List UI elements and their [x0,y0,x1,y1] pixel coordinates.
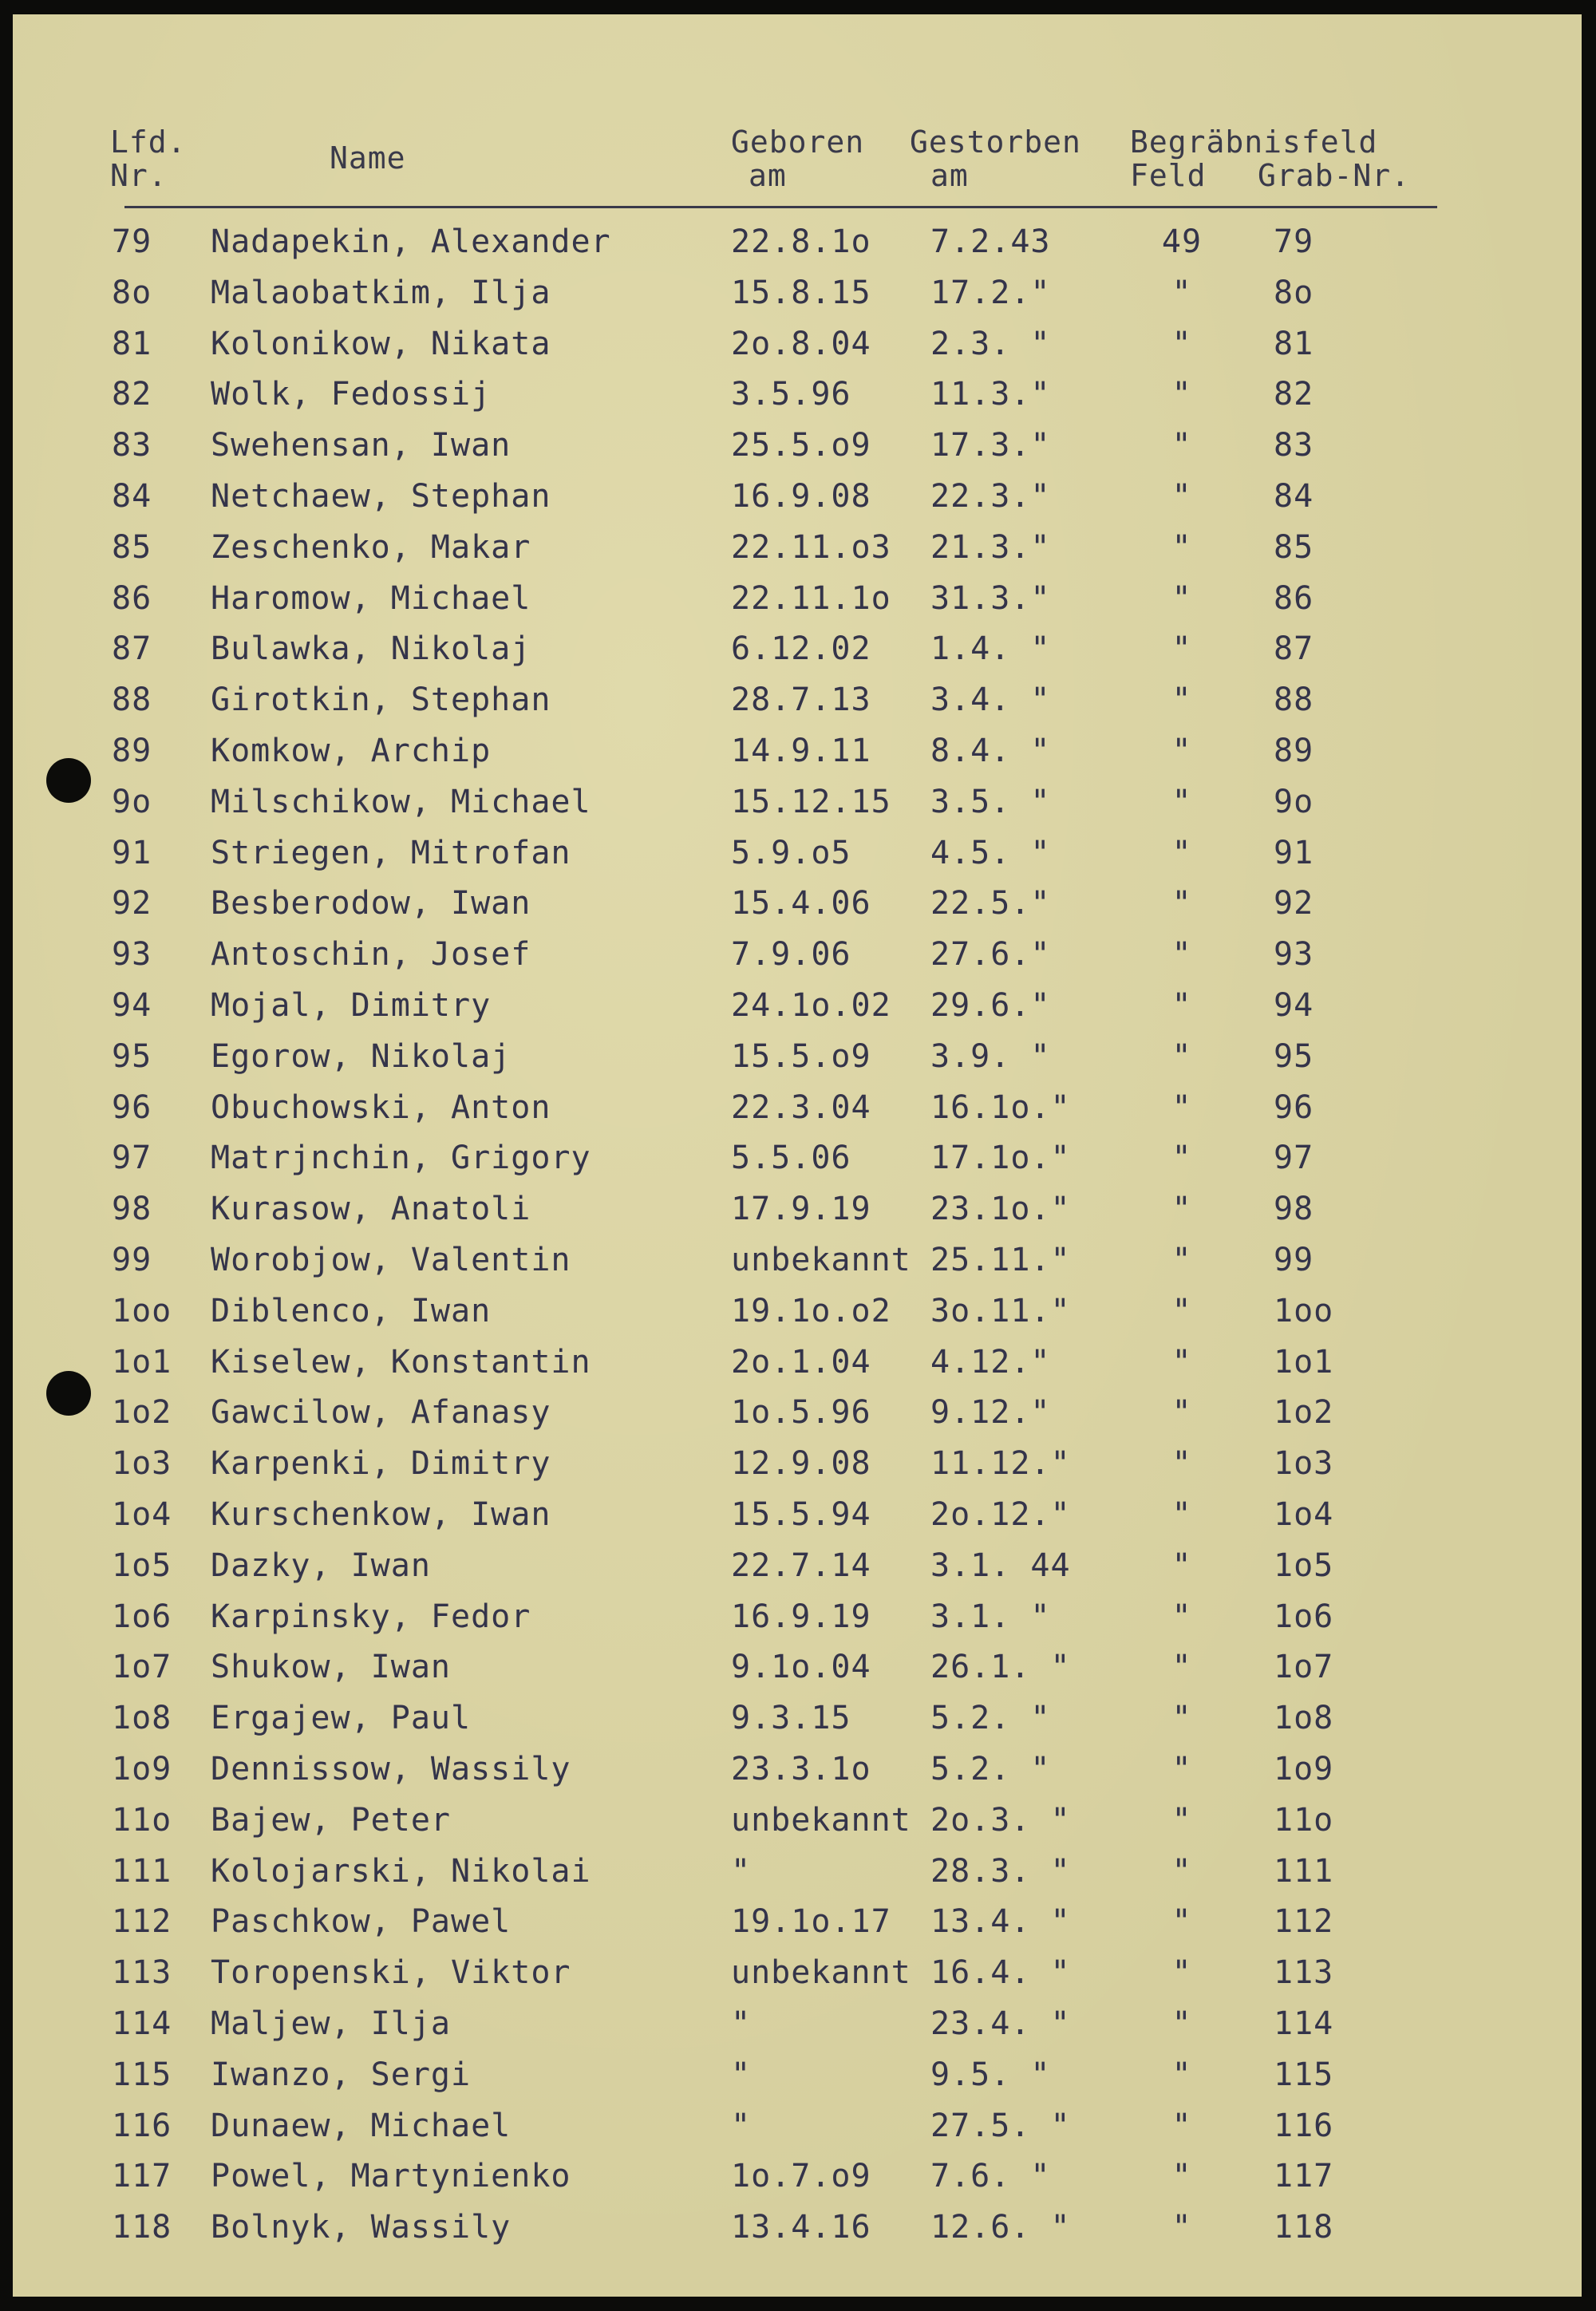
row-born: 22.7.14 [731,1547,871,1584]
row-field: 49 [1161,223,1203,260]
row-born: unbekannt [731,1242,911,1278]
table-row [13,1700,1582,1748]
table-row [13,835,1582,883]
row-born: " [731,2005,752,2042]
row-grave-number: 1o5 [1274,1547,1334,1584]
row-field: " [1171,1649,1192,1685]
row-number: 115 [112,2056,172,2093]
header-rule [124,206,1437,208]
row-number: 9o [112,784,152,820]
row-died: 21.3." [930,529,1051,566]
row-name: Komkow, Archip [211,733,492,769]
row-born: 2o.1.04 [731,1344,871,1381]
header-gestorben-line2: am [930,158,969,193]
row-number: 1o6 [112,1598,172,1635]
row-died: 11.3." [930,376,1051,413]
row-died: 9.12." [930,1394,1051,1431]
row-field: " [1171,987,1192,1024]
row-died: 7.6. " [930,2158,1051,2194]
row-name: Kolonikow, Nikata [211,326,551,362]
row-name: Kolojarski, Nikolai [211,1853,591,1890]
row-number: 89 [112,733,152,769]
row-grave-number: 79 [1274,223,1314,260]
row-died: 9.5. " [930,2056,1051,2093]
table-row [13,580,1582,628]
row-name: Kiselew, Konstantin [211,1344,591,1381]
row-number: 112 [112,1903,172,1940]
row-grave-number: 113 [1274,1954,1334,1991]
row-number: 88 [112,681,152,718]
header-lfd-line1: Lfd. [110,124,187,160]
row-name: Dunaew, Michael [211,2108,512,2144]
table-row [13,223,1582,271]
row-died: 22.3." [930,478,1051,515]
row-field: " [1171,1598,1192,1635]
header-gestorben-line1: Gestorben [910,124,1081,160]
row-field: " [1171,1038,1192,1075]
row-died: 2.3. " [930,326,1051,362]
row-died: 3.5. " [930,784,1051,820]
row-field: " [1171,1394,1192,1431]
table-row [13,784,1582,832]
row-name: Haromow, Michael [211,580,531,617]
header-name: Name [330,140,406,176]
row-grave-number: 1o9 [1274,1751,1334,1788]
row-born: " [731,1853,752,1890]
row-died: 2o.12." [930,1496,1071,1533]
row-number: 97 [112,1140,152,1176]
header-feld: Feld [1130,158,1207,193]
row-grave-number: 1o1 [1274,1344,1334,1381]
table-row [13,1242,1582,1290]
row-born: 25.5.o9 [731,427,871,464]
row-field: " [1171,885,1192,922]
row-name: Gawcilow, Afanasy [211,1394,551,1431]
table-row [13,1903,1582,1951]
row-born: " [731,2108,752,2144]
table-row [13,936,1582,984]
row-number: 116 [112,2108,172,2144]
row-died: 31.3." [930,580,1051,617]
row-grave-number: 91 [1274,835,1314,871]
row-name: Dazky, Iwan [211,1547,431,1584]
row-field: " [1171,1700,1192,1736]
row-number: 1o5 [112,1547,172,1584]
table-row [13,630,1582,678]
row-name: Iwanzo, Sergi [211,2056,472,2093]
row-number: 98 [112,1191,152,1227]
row-field: " [1171,1903,1192,1940]
row-number: 83 [112,427,152,464]
row-name: Nadapekin, Alexander [211,223,611,260]
row-grave-number: 1oo [1274,1293,1334,1329]
row-grave-number: 117 [1274,2158,1334,2194]
row-name: Karpinsky, Fedor [211,1598,531,1635]
row-died: 27.6." [930,936,1051,973]
row-field: " [1171,2056,1192,2093]
row-grave-number: 115 [1274,2056,1334,2093]
row-grave-number: 116 [1274,2108,1334,2144]
row-name: Malaobatkim, Ilja [211,275,551,311]
table-row [13,987,1582,1035]
table-row [13,1089,1582,1137]
row-born: 16.9.19 [731,1598,871,1635]
row-number: 114 [112,2005,172,2042]
row-name: Worobjow, Valentin [211,1242,571,1278]
row-born: unbekannt [731,1802,911,1839]
row-died: 4.5. " [930,835,1051,871]
row-number: 92 [112,885,152,922]
row-grave-number: 1o6 [1274,1598,1334,1635]
row-name: Netchaew, Stephan [211,478,551,515]
row-field: " [1171,2005,1192,2042]
row-field: " [1171,478,1192,515]
row-number: 81 [112,326,152,362]
row-died: 4.12." [930,1344,1051,1381]
row-died: 7.2.43 [930,223,1051,260]
row-number: 1oo [112,1293,172,1329]
row-born: 9.1o.04 [731,1649,871,1685]
row-field: " [1171,784,1192,820]
table-row [13,1649,1582,1697]
row-born: 12.9.08 [731,1445,871,1482]
row-born: 16.9.08 [731,478,871,515]
row-name: Dennissow, Wassily [211,1751,571,1788]
row-name: Obuchowski, Anton [211,1089,551,1126]
row-grave-number: 81 [1274,326,1314,362]
row-name: Shukow, Iwan [211,1649,451,1685]
row-grave-number: 95 [1274,1038,1314,1075]
row-field: " [1171,2158,1192,2194]
row-number: 113 [112,1954,172,1991]
row-field: " [1171,630,1192,667]
row-born: 6.12.02 [731,630,871,667]
row-died: 1.4. " [930,630,1051,667]
row-grave-number: 112 [1274,1903,1334,1940]
row-died: 5.2. " [930,1751,1051,1788]
row-died: 3.9. " [930,1038,1051,1075]
row-name: Bajew, Peter [211,1802,451,1839]
row-grave-number: 92 [1274,885,1314,922]
row-field: " [1171,1344,1192,1381]
row-name: Egorow, Nikolaj [211,1038,512,1075]
table-row [13,1038,1582,1086]
row-died: 5.2. " [930,1700,1051,1736]
row-grave-number: 97 [1274,1140,1314,1176]
row-name: Powel, Martynienko [211,2158,571,2194]
row-name: Ergajew, Paul [211,1700,472,1736]
table-row [13,1954,1582,2002]
row-field: " [1171,2108,1192,2144]
row-died: 23.1o." [930,1191,1071,1227]
row-number: 117 [112,2158,172,2194]
header-geboren-line1: Geboren [731,124,865,160]
table-row [13,733,1582,780]
row-field: " [1171,1242,1192,1278]
row-field: " [1171,326,1192,362]
row-number: 1o7 [112,1649,172,1685]
row-field: " [1171,1140,1192,1176]
table-row [13,1293,1582,1341]
row-born: 19.1o.o2 [731,1293,891,1329]
row-name: Karpenki, Dimitry [211,1445,551,1482]
row-field: " [1171,529,1192,566]
row-grave-number: 88 [1274,681,1314,718]
row-name: Wolk, Fedossij [211,376,492,413]
row-name: Kurschenkow, Iwan [211,1496,551,1533]
row-grave-number: 1o7 [1274,1649,1334,1685]
row-field: " [1171,835,1192,871]
row-field: " [1171,1853,1192,1890]
row-number: 85 [112,529,152,566]
row-name: Paschkow, Pawel [211,1903,512,1940]
table-row [13,376,1582,424]
table-row [13,1445,1582,1493]
row-number: 79 [112,223,152,260]
row-died: 13.4. " [930,1903,1071,1940]
table-row [13,681,1582,729]
row-field: " [1171,275,1192,311]
row-number: 84 [112,478,152,515]
row-died: 23.4. " [930,2005,1071,2042]
row-died: 3.1. " [930,1598,1051,1635]
row-field: " [1171,2209,1192,2246]
row-number: 86 [112,580,152,617]
row-died: 26.1. " [930,1649,1071,1685]
table-row [13,1394,1582,1442]
row-number: 11o [112,1802,172,1839]
row-born: 22.8.1o [731,223,871,260]
row-name: Kurasow, Anatoli [211,1191,531,1227]
row-born: 23.3.1o [731,1751,871,1788]
row-died: 2o.3. " [930,1802,1071,1839]
row-number: 96 [112,1089,152,1126]
row-name: Striegen, Mitrofan [211,835,571,871]
row-born: 15.8.15 [731,275,871,311]
row-grave-number: 89 [1274,733,1314,769]
header-geboren-line2: am [749,158,787,193]
row-died: 17.3." [930,427,1051,464]
row-died: 25.11." [930,1242,1071,1278]
row-grave-number: 9o [1274,784,1314,820]
row-born: 1o.5.96 [731,1394,871,1431]
row-born: 14.9.11 [731,733,871,769]
row-grave-number: 1o2 [1274,1394,1334,1431]
table-row [13,1547,1582,1595]
row-name: Mojal, Dimitry [211,987,492,1024]
table-row [13,427,1582,475]
table-row [13,1751,1582,1799]
row-grave-number: 114 [1274,2005,1334,2042]
row-died: 17.2." [930,275,1051,311]
row-died: 28.3. " [930,1853,1071,1890]
row-name: Antoschin, Josef [211,936,531,973]
row-name: Girotkin, Stephan [211,681,551,718]
table-row [13,885,1582,933]
row-field: " [1171,427,1192,464]
table-row [13,1598,1582,1646]
row-born: 15.12.15 [731,784,891,820]
table-row [13,1853,1582,1901]
row-born: 3.5.96 [731,376,851,413]
table-row [13,1140,1582,1187]
row-number: 1o1 [112,1344,172,1381]
row-born: 15.4.06 [731,885,871,922]
row-number: 1o3 [112,1445,172,1482]
row-born: 15.5.94 [731,1496,871,1533]
row-died: 22.5." [930,885,1051,922]
row-number: 99 [112,1242,152,1278]
row-grave-number: 99 [1274,1242,1314,1278]
row-field: " [1171,936,1192,973]
row-name: Bulawka, Nikolaj [211,630,531,667]
row-born: 19.1o.17 [731,1903,891,1940]
row-field: " [1171,1445,1192,1482]
row-field: " [1171,1954,1192,1991]
row-field: " [1171,1751,1192,1788]
header-grab-nr: Grab-Nr. [1258,158,1411,193]
row-field: " [1171,1802,1192,1839]
row-born: " [731,2056,752,2093]
row-born: 1o.7.o9 [731,2158,871,2194]
document-sheet [13,14,1582,2297]
row-born: 24.1o.02 [731,987,891,1024]
row-born: 28.7.13 [731,681,871,718]
row-grave-number: 96 [1274,1089,1314,1126]
row-number: 95 [112,1038,152,1075]
row-grave-number: 1o3 [1274,1445,1334,1482]
row-number: 111 [112,1853,172,1890]
row-born: 2o.8.04 [731,326,871,362]
row-name: Swehensan, Iwan [211,427,512,464]
row-died: 27.5. " [930,2108,1071,2144]
row-grave-number: 8o [1274,275,1314,311]
row-grave-number: 11o [1274,1802,1334,1839]
row-grave-number: 83 [1274,427,1314,464]
row-field: " [1171,1191,1192,1227]
table-row [13,275,1582,322]
row-field: " [1171,1293,1192,1329]
row-died: 16.1o." [930,1089,1071,1126]
row-field: " [1171,1496,1192,1533]
row-field: " [1171,681,1192,718]
row-field: " [1171,376,1192,413]
row-grave-number: 118 [1274,2209,1334,2246]
row-name: Diblenco, Iwan [211,1293,492,1329]
row-grave-number: 86 [1274,580,1314,617]
row-number: 93 [112,936,152,973]
row-name: Bolnyk, Wassily [211,2209,512,2246]
row-field: " [1171,733,1192,769]
row-grave-number: 87 [1274,630,1314,667]
row-name: Zeschenko, Makar [211,529,531,566]
row-grave-number: 93 [1274,936,1314,973]
table-row [13,2209,1582,2257]
row-number: 1o2 [112,1394,172,1431]
row-grave-number: 82 [1274,376,1314,413]
row-grave-number: 111 [1274,1853,1334,1890]
table-row [13,1191,1582,1238]
row-number: 1o8 [112,1700,172,1736]
row-born: 13.4.16 [731,2209,871,2246]
row-born: 17.9.19 [731,1191,871,1227]
table-row [13,1802,1582,1850]
row-field: " [1171,1547,1192,1584]
row-grave-number: 94 [1274,987,1314,1024]
row-field: " [1171,1089,1192,1126]
header-begraebnisfeld: Begräbnisfeld [1130,124,1378,160]
table-row [13,326,1582,373]
table-row [13,1344,1582,1392]
row-number: 8o [112,275,152,311]
row-died: 8.4. " [930,733,1051,769]
row-died: 17.1o." [930,1140,1071,1176]
row-grave-number: 98 [1274,1191,1314,1227]
row-died: 3.4. " [930,681,1051,718]
row-born: 7.9.06 [731,936,851,973]
row-number: 94 [112,987,152,1024]
table-row [13,529,1582,577]
row-born: 5.9.o5 [731,835,851,871]
row-field: " [1171,580,1192,617]
row-number: 82 [112,376,152,413]
header-lfd-line2: Nr. [110,158,168,193]
row-grave-number: 1o8 [1274,1700,1334,1736]
row-died: 16.4. " [930,1954,1071,1991]
row-name: Besberodow, Iwan [211,885,531,922]
row-born: 22.11.1o [731,580,891,617]
row-name: Toropenski, Viktor [211,1954,571,1991]
table-row [13,2056,1582,2104]
table-row [13,2005,1582,2053]
row-number: 91 [112,835,152,871]
row-name: Milschikow, Michael [211,784,591,820]
row-born: 22.3.04 [731,1089,871,1126]
row-grave-number: 85 [1274,529,1314,566]
row-born: unbekannt [731,1954,911,1991]
row-born: 22.11.o3 [731,529,891,566]
row-grave-number: 1o4 [1274,1496,1334,1533]
table-row [13,1496,1582,1544]
row-born: 9.3.15 [731,1700,851,1736]
row-number: 1o4 [112,1496,172,1533]
row-number: 118 [112,2209,172,2246]
table-row [13,2158,1582,2206]
row-died: 12.6. " [930,2209,1071,2246]
row-name: Maljew, Ilja [211,2005,451,2042]
row-name: Matrjnchin, Grigory [211,1140,591,1176]
row-died: 11.12." [930,1445,1071,1482]
table-row [13,2108,1582,2155]
row-grave-number: 84 [1274,478,1314,515]
row-died: 3o.11." [930,1293,1071,1329]
row-number: 1o9 [112,1751,172,1788]
row-number: 87 [112,630,152,667]
row-born: 5.5.06 [731,1140,851,1176]
row-born: 15.5.o9 [731,1038,871,1075]
row-died: 3.1. 44 [930,1547,1071,1584]
row-died: 29.6." [930,987,1051,1024]
table-row [13,478,1582,526]
